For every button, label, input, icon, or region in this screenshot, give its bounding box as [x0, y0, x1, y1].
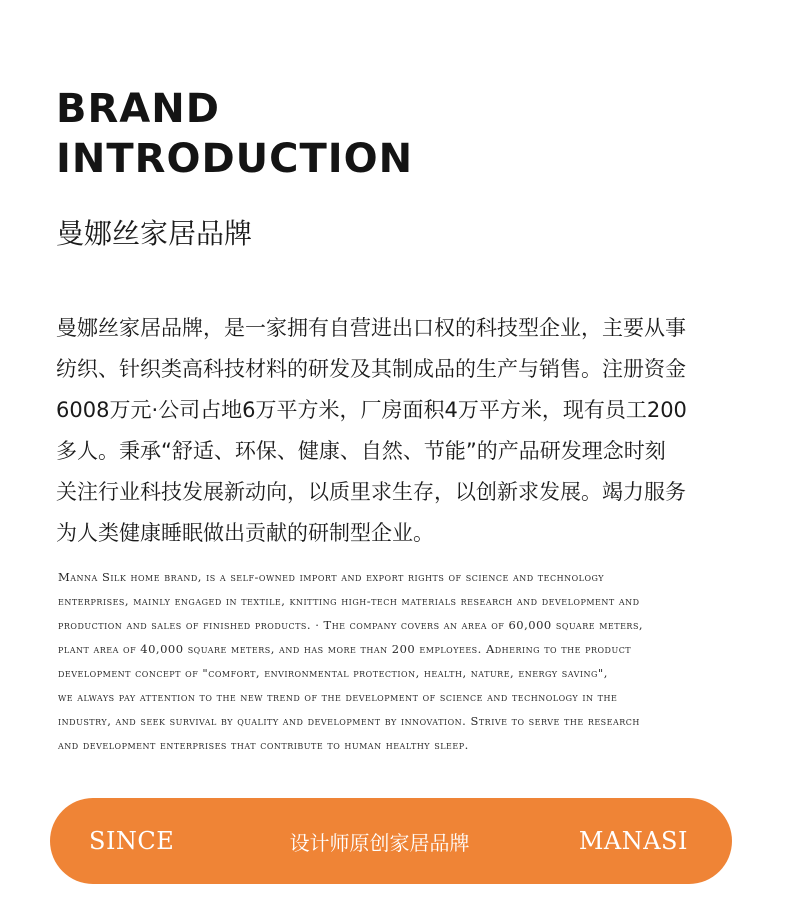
- brand-subtitle: 曼娜丝家居品牌: [56, 217, 253, 250]
- banner-tagline: 设计师原创家居品牌: [289, 830, 470, 855]
- intro-cn-line: 6008万元·公司占地6万平方米，厂房面积4万平方米，现有员工200: [56, 398, 687, 422]
- banner-brand-name: MANASI: [578, 827, 688, 855]
- intro-en-line: production and sales of finished products. · The company covers an area of 60,000 square meters,: [58, 618, 644, 632]
- banner-since-label: SINCE: [89, 827, 175, 855]
- intro-en-line: we always pay attention to the new trend of the development of science and technology in the: [58, 690, 618, 704]
- brand-introduction-heading: [56, 84, 413, 184]
- intro-en-line: development concept of "comfort, environmental protection, health, nature, energy saving",: [58, 666, 608, 680]
- intro-cn-line: 纺织、针织类高科技材料的研发及其制成品的生产与销售。注册资金: [56, 357, 686, 381]
- intro-en-line: and development enterprises that contribute to human healthy sleep.: [58, 738, 469, 752]
- intro-cn-line: 为人类健康睡眠做出贡献的研制型企业。: [56, 521, 434, 545]
- intro-en-line: enterprises, mainly engaged in textile, knitting high-tech materials research and development and: [58, 594, 640, 608]
- intro-paragraph-chinese: [56, 308, 736, 554]
- intro-en-line: plant area of 40,000 square meters, and has more than 200 employees. Adhering to the product: [58, 642, 632, 656]
- heading-line-introduction: INTRODUCTION: [56, 136, 414, 182]
- intro-cn-line: 关注行业科技发展新动向，以质里求生存，以创新求发展。竭力服务: [56, 480, 686, 504]
- intro-en-line: industry, and seek survival by quality and development by innovation. Strive to serve the research: [58, 714, 640, 728]
- brand-banner: [50, 798, 732, 884]
- intro-paragraph-english: [58, 565, 734, 757]
- heading-line-brand: BRAND: [56, 86, 220, 132]
- intro-cn-line: 曼娜丝家居品牌，是一家拥有自营进出口权的科技型企业，主要从事: [56, 316, 686, 340]
- intro-en-line: Manna Silk home brand, is a self-owned import and export rights of science and technology: [58, 570, 605, 584]
- intro-cn-line: 多人。秉承“舒适、环保、健康、自然、节能”的产品研发理念时刻: [56, 439, 666, 463]
